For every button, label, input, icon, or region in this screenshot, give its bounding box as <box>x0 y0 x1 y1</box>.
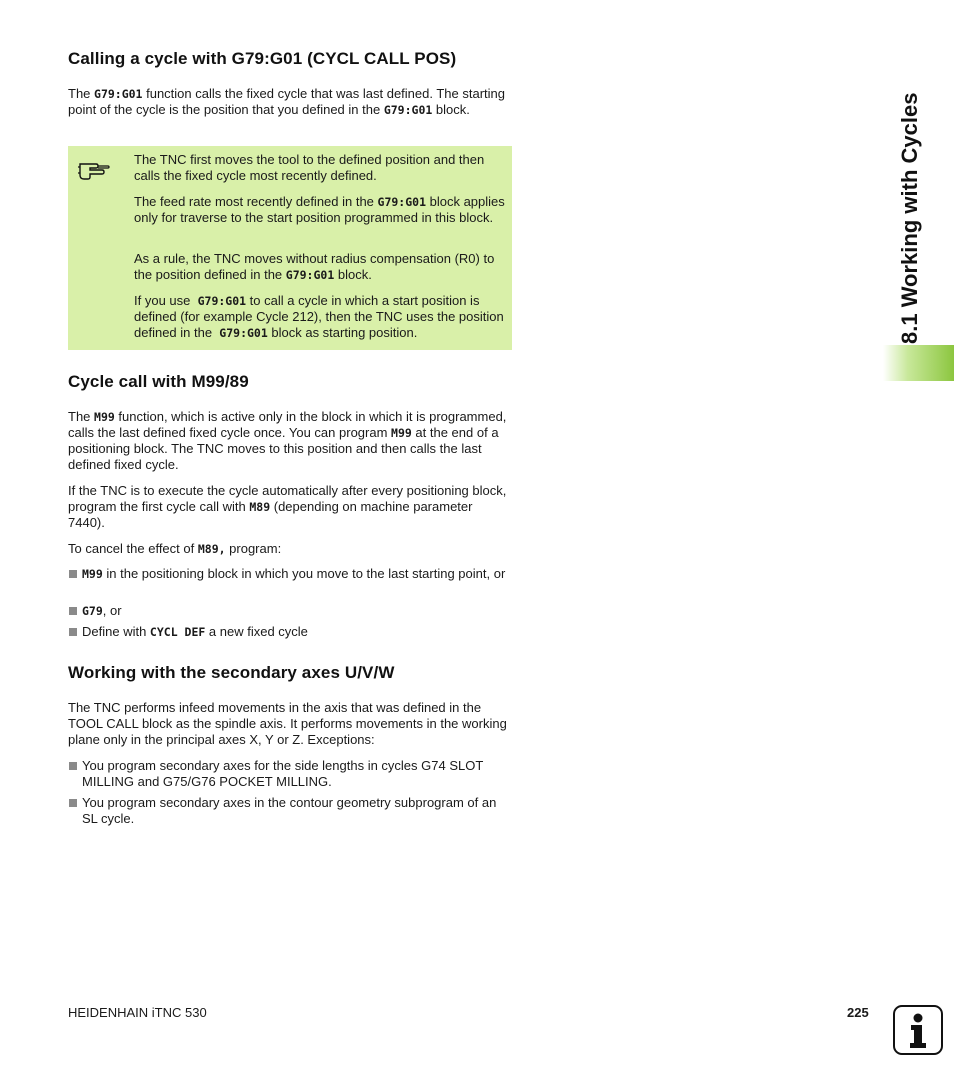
code-cycl-def: CYCL DEF <box>149 625 206 639</box>
paragraph <box>68 409 512 473</box>
note-box <box>68 146 512 350</box>
text-run: a new fixed cycle <box>205 624 308 639</box>
bullet-square-icon <box>69 570 77 578</box>
list-item <box>68 603 512 619</box>
intro-paragraph <box>68 86 512 118</box>
info-icon[interactable] <box>893 1005 943 1055</box>
code-m99: M99 <box>94 410 115 424</box>
text-run: function calls the fixed cycle that was last defined. The starting point of the cycle is the position that you defined in the <box>68 86 505 117</box>
paragraph: The TNC performs infeed movements in the axis that was defined in the TOOL CALL block as the spindle axis. It performs movements in the working plane only in the principal axes X, Y or Z. Exceptions: <box>68 700 507 747</box>
code-g79-g01: G79:G01 <box>94 87 143 101</box>
text-run: block. <box>432 102 470 117</box>
list-item <box>68 566 512 582</box>
text-run: program: <box>225 541 282 556</box>
paragraph <box>68 483 512 531</box>
chapter-side-title: 8.1 Working with Cycles <box>897 92 922 344</box>
code-m89: M89 <box>249 500 271 514</box>
code-g79-g01: G79:G01 <box>197 294 247 308</box>
code-g79-g01: G79:G01 <box>285 268 335 282</box>
list-item <box>68 795 512 827</box>
page-number: 225 <box>847 1005 869 1020</box>
footer-product: HEIDENHAIN iTNC 530 <box>68 1005 207 1020</box>
list-item <box>68 758 512 790</box>
section-heading-secondary-axes: Working with the secondary axes U/V/W <box>68 663 395 682</box>
code-g79-g01: G79:G01 <box>377 195 426 209</box>
list-item-text: You program secondary axes for the side lengths in cycles G74 SLOT MILLING and G75/G76 POCKET MILLING. <box>82 758 484 789</box>
note-paragraph <box>134 194 506 226</box>
text-run: If you use <box>134 293 198 308</box>
code-m89: M89, <box>197 542 226 556</box>
text-run: The <box>68 86 95 101</box>
text-run: (depending on machine parameter 7440). <box>68 499 473 530</box>
text-run: block applies only for traverse to the start position programmed in this block. <box>134 194 505 225</box>
text-run: in the positioning block in which you move to the last starting point, or <box>102 566 506 581</box>
text-run: Define with <box>82 624 150 639</box>
note-paragraph <box>134 251 506 283</box>
list-item-text <box>82 624 512 640</box>
code-g79: G79 <box>82 604 103 618</box>
section-heading-cycl-call-pos: Calling a cycle with G79:G01 (CYCL CALL POS) <box>68 49 457 68</box>
bullet-square-icon <box>69 799 77 807</box>
bullet-square-icon <box>69 628 77 636</box>
text-run: at the end of a positioning block. The TNC moves to this position and then calls the last defined fixed cycle. <box>68 425 499 472</box>
paragraph <box>68 541 512 557</box>
text-run: The <box>68 409 95 424</box>
pointing-hand-icon <box>78 156 110 180</box>
code-m99: M99 <box>391 426 412 440</box>
note-paragraph <box>134 293 506 341</box>
note-paragraph: The TNC first moves the tool to the defined position and then calls the fixed cycle most recently defined. <box>134 152 485 183</box>
text-run: The feed rate most recently defined in the <box>134 194 378 209</box>
text-run: As a rule, the TNC moves without radius compensation (R0) to the position defined in the <box>134 251 495 282</box>
text-run: to call a cycle in which a start position is defined (for example Cycle 212), then the TNC uses the position defined in the <box>134 293 508 340</box>
info-glyph-icon <box>895 1007 941 1053</box>
list-item-text <box>82 566 512 582</box>
code-m99: M99 <box>82 567 103 581</box>
code-g79-g01: G79:G01 <box>219 326 268 340</box>
bullet-square-icon <box>69 607 77 615</box>
section-heading-m99-89: Cycle call with M99/89 <box>68 372 249 391</box>
text-run: block. <box>334 267 372 282</box>
chapter-tab-accent <box>883 345 954 381</box>
text-run: block as starting position. <box>267 325 418 340</box>
text-run: , or <box>102 603 122 618</box>
text-run: If the TNC is to execute the cycle automatically after every positioning block, program the first cycle call with <box>68 483 507 514</box>
list-item-text <box>82 603 512 619</box>
list-item <box>68 624 512 640</box>
text-run: To cancel the effect of <box>68 541 198 556</box>
list-item-text: You program secondary axes in the contour geometry subprogram of an SL cycle. <box>82 795 497 826</box>
code-g79-g01: G79:G01 <box>383 103 433 117</box>
text-run: function, which is active only in the block in which it is programmed, calls the last defined fixed cycle once. You can program <box>68 409 507 440</box>
bullet-square-icon <box>69 762 77 770</box>
